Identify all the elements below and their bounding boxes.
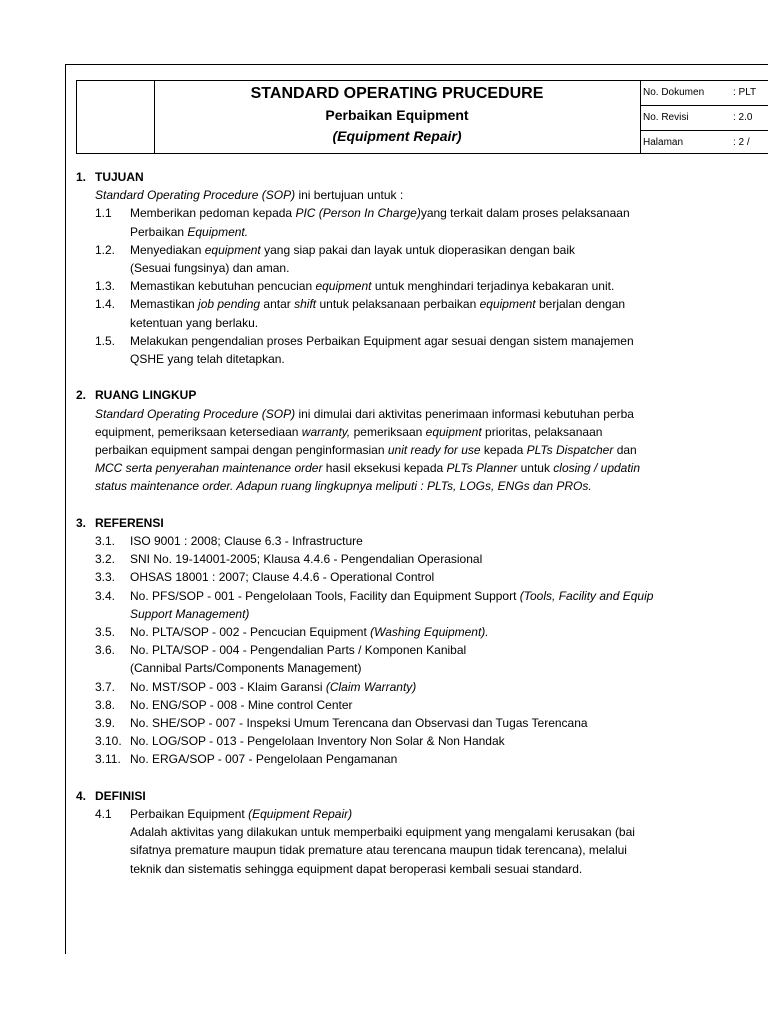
item-text: teknik dan sistematis sehingga equipment dapat beroperasi kembali sesuai standard. (130, 861, 583, 876)
item-text: antar (260, 297, 295, 312)
item-italic: equipment (479, 297, 536, 312)
item-text: No. ERGA/SOP - 007 - Pengelolaan Pengamanan (130, 752, 398, 767)
item-italic: PIC (Person In Charge) (295, 206, 421, 221)
item-italic: Equipment. (187, 224, 249, 239)
section-number: 2. (76, 388, 87, 403)
list-item-cont (76, 350, 768, 368)
section-number: 4. (76, 788, 87, 803)
meta-row (641, 81, 768, 106)
meta-row (641, 131, 768, 155)
document-header (76, 80, 768, 154)
list-item (76, 295, 768, 313)
meta-row (641, 106, 768, 131)
section-title: TUJUAN (95, 170, 144, 184)
meta-label: No. Revisi (643, 112, 689, 123)
item-italic: (Tools, Facility and Equip (519, 588, 654, 603)
item-italic: (Claim Warranty) (325, 679, 417, 694)
item-text: No. PLTA/SOP - 002 - Pencucian Equipment (130, 625, 371, 640)
para-italic: warranty, (301, 424, 351, 439)
item-text: Menyediakan (130, 242, 205, 257)
reference-item (76, 714, 768, 732)
document-title: STANDARD OPERATING PRUCEDURE (250, 85, 544, 102)
paragraph-line (76, 423, 768, 441)
logo-cell (77, 81, 155, 153)
item-text: No. PFS/SOP - 001 - Pengelolaan Tools, Facility dan Equipment Support (130, 588, 520, 603)
paragraph-line (76, 459, 768, 477)
section-heading-tujuan (76, 168, 768, 186)
section-heading-ruang-lingkup (76, 386, 768, 404)
page-border-top (65, 64, 768, 65)
para-text: dan (613, 443, 637, 458)
list-item-cont (76, 223, 768, 241)
item-text: Adalah aktivitas yang dilakukan untuk memperbaiki equipment yang mengalami kerusakan (bai (130, 825, 635, 840)
section-intro (76, 186, 768, 204)
item-number: 1.3. (95, 279, 116, 294)
reference-item (76, 641, 768, 659)
spacer (76, 496, 768, 514)
item-italic: job pending (198, 297, 261, 312)
section-title: RUANG LINGKUP (95, 388, 197, 403)
definition-text (76, 823, 768, 841)
item-text: untuk pelaksanaan perbaikan (316, 297, 480, 312)
item-text: Melakukan pengendalian proses Perbaikan Equipment agar sesuai dengan sistem manajemen (130, 333, 634, 348)
reference-item (76, 550, 768, 568)
meta-label: Halaman (643, 137, 684, 148)
item-text: SNI No. 19-14001-2005; Klausa 4.4.6 - Pengendalian Operasional (130, 552, 483, 567)
item-text: ISO 9001 : 2008; Clause 6.3 - Infrastructure (130, 534, 363, 549)
list-item (76, 204, 768, 222)
item-italic: equipment (204, 242, 261, 257)
para-italic: PLTs Dispatcher (526, 443, 614, 458)
intro-italic: Standard Operating Procedure (SOP) (95, 188, 296, 203)
item-italic: equipment (315, 279, 372, 294)
paragraph-line (76, 441, 768, 459)
para-italic: unit ready for use (387, 443, 481, 458)
item-italic: Support Management) (130, 606, 250, 621)
item-number: 3.9. (95, 716, 116, 731)
para-italic: PLTs Planner (446, 461, 518, 476)
item-number: 3.7. (95, 679, 116, 694)
list-item-cont (76, 314, 768, 332)
reference-item-cont (76, 659, 768, 677)
list-item (76, 277, 768, 295)
item-text: QSHE yang telah ditetapkan. (130, 352, 285, 367)
reference-item (76, 678, 768, 696)
para-text: ini dimulai dari aktivitas penerimaan informasi kebutuhan perba (295, 406, 634, 421)
item-text: No. SHE/SOP - 007 - Inspeksi Umum Terencana dan Observasi dan Tugas Terencana (130, 716, 588, 731)
section-heading-definisi (76, 787, 768, 805)
meta-label: No. Dokumen (643, 87, 705, 98)
item-number: 1.5. (95, 333, 116, 348)
item-italic: (Equipment Repair) (248, 807, 353, 822)
definition-text (76, 841, 768, 859)
reference-item (76, 732, 768, 750)
item-text: No. ENG/SOP - 008 - Mine control Center (130, 697, 353, 712)
reference-item (76, 568, 768, 586)
item-text: berjalan dengan (535, 297, 626, 312)
item-number: 3.4. (95, 588, 116, 603)
item-number: 3.11. (95, 752, 121, 767)
item-text: Perbaikan Equipment (130, 807, 249, 822)
item-text: yang siap pakai dan layak untuk dioperasikan dengan baik (260, 242, 575, 257)
para-text: kepada (480, 443, 527, 458)
item-text: Memastikan (130, 297, 199, 312)
list-item-cont (76, 259, 768, 277)
para-text: pemeriksaan (350, 424, 426, 439)
item-number: 3.3. (95, 570, 116, 585)
para-text: prioritas, pelaksanaan (481, 424, 603, 439)
section-title: DEFINISI (95, 788, 146, 803)
list-item (76, 241, 768, 259)
para-italic: MCC serta penyerahan maintenance order (95, 461, 323, 476)
paragraph-line (76, 477, 768, 495)
reference-item (76, 623, 768, 641)
meta-value: : 2 / (733, 137, 750, 148)
para-italic: closing / updatin (553, 461, 641, 476)
paragraph-line (76, 405, 768, 423)
section-heading-referensi (76, 514, 768, 532)
definition-text (76, 860, 768, 878)
meta-value: : 2.0 (733, 112, 753, 123)
reference-item (76, 750, 768, 768)
item-number: 3.1. (95, 534, 116, 549)
item-text: Perbaikan (130, 224, 188, 239)
item-number: 3.8. (95, 697, 116, 712)
item-text: (Cannibal Parts/Components Management) (130, 661, 362, 676)
list-item (76, 332, 768, 350)
item-text: ketentuan yang berlaku. (130, 315, 259, 330)
item-number: 3.6. (95, 643, 116, 658)
item-number: 4.1 (95, 807, 112, 822)
para-text: equipment, pemeriksaan ketersediaan (95, 424, 302, 439)
item-number: 3.2. (95, 552, 116, 567)
spacer (76, 368, 768, 386)
item-text: Memberikan pedoman kepada (130, 206, 296, 221)
item-text: No. MST/SOP - 003 - Klaim Garansi (130, 679, 326, 694)
item-italic: (Washing Equipment). (370, 625, 489, 640)
para-text: perbaikan equipment sampai dengan penginformasian (95, 443, 388, 458)
item-number: 1.4. (95, 297, 116, 312)
para-italic: equipment (425, 424, 482, 439)
item-text: (Sesuai fungsinya) dan aman. (130, 261, 290, 276)
spacer (76, 769, 768, 787)
definition-item (76, 805, 768, 823)
page-border-left (65, 64, 66, 954)
document-meta (641, 81, 768, 153)
item-number: 1.2. (95, 242, 116, 257)
section-title: REFERENSI (95, 515, 164, 530)
intro-text: ini bertujuan untuk : (295, 188, 404, 203)
document-body (76, 168, 768, 958)
item-number: 3.10. (95, 734, 122, 749)
meta-value: : PLT (733, 87, 757, 98)
section-number: 1. (76, 170, 87, 184)
item-text: yang terkait dalam proses pelaksanaan (420, 206, 630, 221)
item-text: Memastikan kebutuhan pencucian (130, 279, 316, 294)
title-cell (154, 81, 641, 153)
item-text: untuk menghindari terjadinya kebakaran unit. (371, 279, 615, 294)
item-italic: shift (294, 297, 317, 312)
reference-item (76, 532, 768, 550)
document-subtitle-english: (Equipment Repair) (332, 128, 462, 144)
reference-item (76, 696, 768, 714)
item-text: No. PLTA/SOP - 004 - Pengendalian Parts / Komponen Kanibal (130, 643, 467, 658)
document-subtitle: Perbaikan Equipment (325, 107, 469, 123)
item-number: 1.1 (95, 206, 112, 221)
para-italic: Standard Operating Procedure (SOP) (95, 406, 296, 421)
reference-item-cont (76, 605, 768, 623)
item-number: 3.5. (95, 625, 116, 640)
section-number: 3. (76, 515, 87, 530)
para-italic: status maintenance order. Adapun ruang lingkupnya meliputi : PLTs, LOGs, ENGs dan PROs. (95, 479, 592, 494)
reference-item (76, 587, 768, 605)
item-text: sifatnya premature maupun tidak premature atau terencana maupun tidak terencana), melalui (130, 843, 627, 858)
para-text: hasil eksekusi kepada (322, 461, 447, 476)
item-text: OHSAS 18001 : 2007; Clause 4.4.6 - Operational Control (130, 570, 435, 585)
para-text: untuk (517, 461, 554, 476)
item-text: No. LOG/SOP - 013 - Pengelolaan Inventory Non Solar & Non Handak (130, 734, 505, 749)
